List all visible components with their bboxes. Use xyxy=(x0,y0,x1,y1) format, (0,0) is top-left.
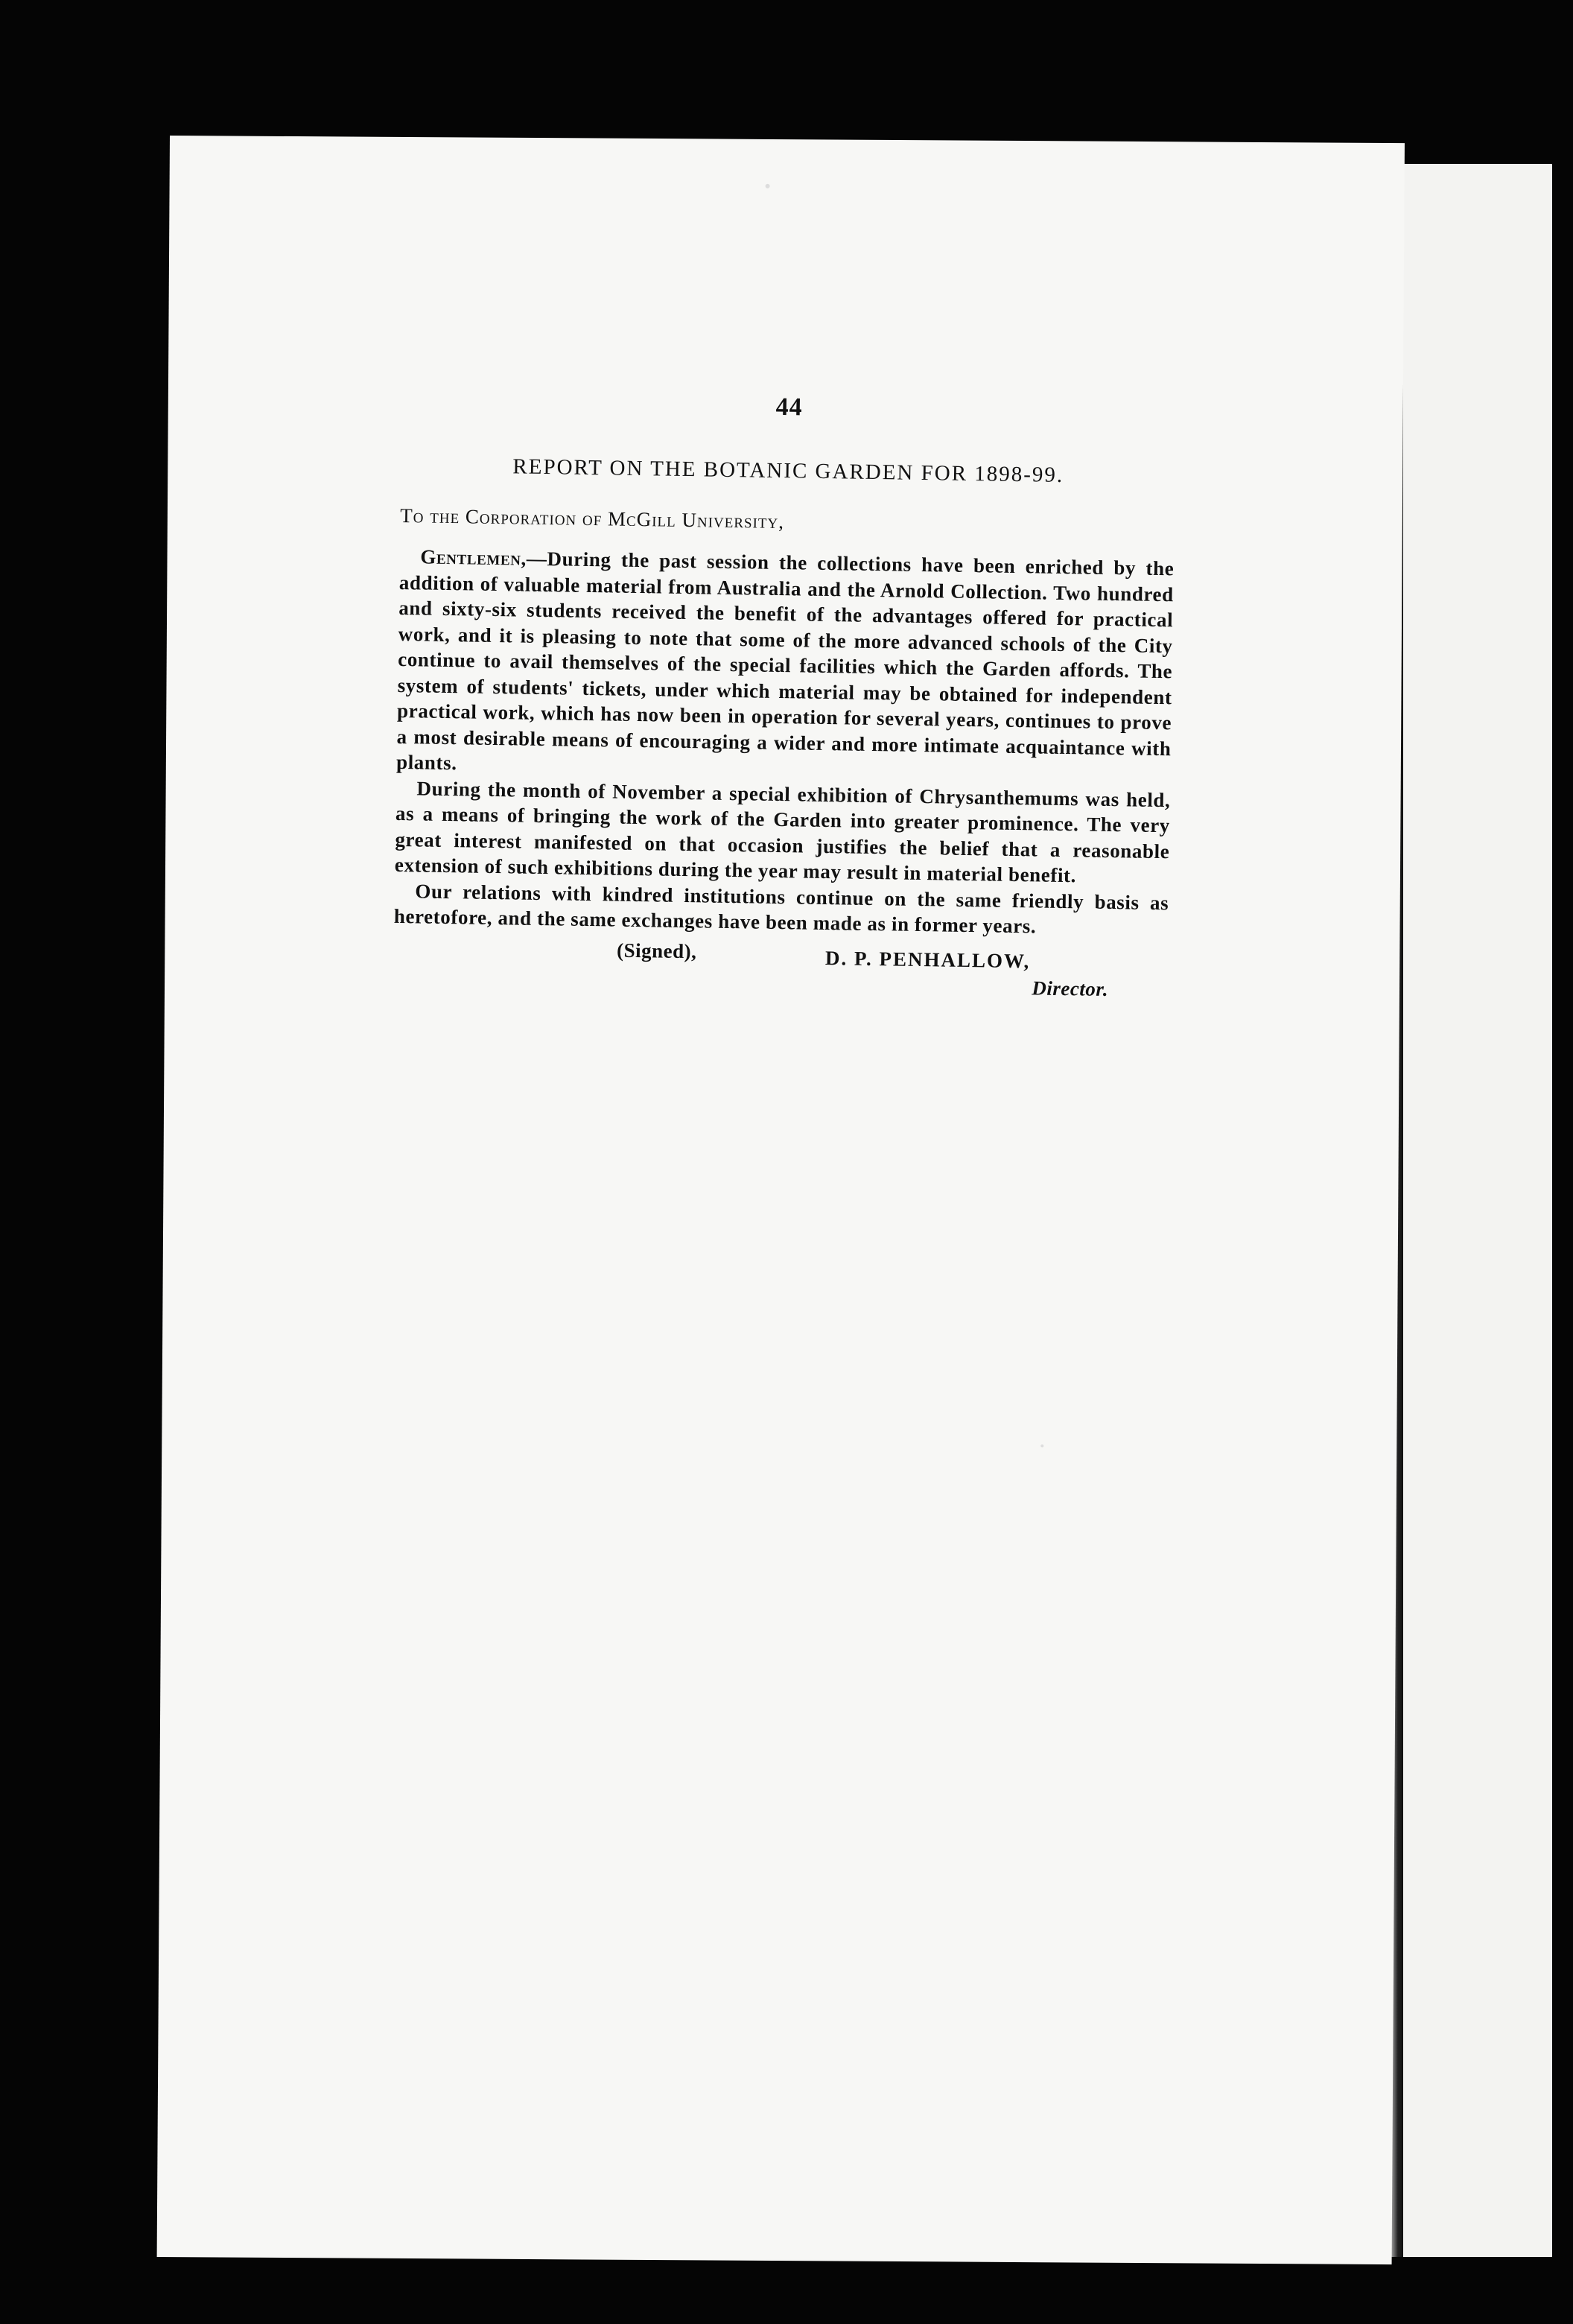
signed-label: (Signed), xyxy=(616,939,697,962)
signatory-name: D. P. PENHALLOW, xyxy=(824,946,1031,972)
facing-page-edge xyxy=(1403,164,1552,2257)
salutation: To the Corporation of McGill University, xyxy=(400,504,785,533)
dust-speck xyxy=(766,184,770,188)
report-text xyxy=(393,387,1177,1012)
signatory-role: Director. xyxy=(1032,976,1109,1000)
paragraph-text: During the month of November a special exhibition of Chrysanthemums was held, as a means of bringing the work of the Garden into greater prominence. The very great interest manifested on that occasion justifies the belief that a reasonable extension of such exhibitions during the year may result in material benefit. xyxy=(394,776,1171,887)
paragraph-text: —During the past session the collections have been enriched by the addition of valuable material from Australia and the Arnold Collection. Two hundred and sixty-six students received the benefit of the advantages offered for practical work, and it is pleasing to note that some of the more advanced schools of the City continue to avail themselves of the special facilities which the Garden affords. The system of students' tickets, under which material may be obtained for independent practical work, which has now been in operation for several years, continues to prove a most desirable means of encouraging a wider and more intimate acquaintance with plants. xyxy=(395,547,1175,775)
paragraph-text: Our relations with kindred institutions continue on the same friendly basis as heretofore, and the same exchanges have been made as in former years. xyxy=(393,879,1169,938)
paragraph-lead: Gentlemen, xyxy=(420,545,527,570)
paragraph-2 xyxy=(395,775,1171,889)
report-title: REPORT ON THE BOTANIC GARDEN FOR 1898-99. xyxy=(512,454,1064,487)
paragraph-1 xyxy=(396,544,1175,787)
dust-speck xyxy=(1040,1444,1043,1447)
signature-block xyxy=(393,932,1168,1011)
page-number: 44 xyxy=(775,393,803,422)
